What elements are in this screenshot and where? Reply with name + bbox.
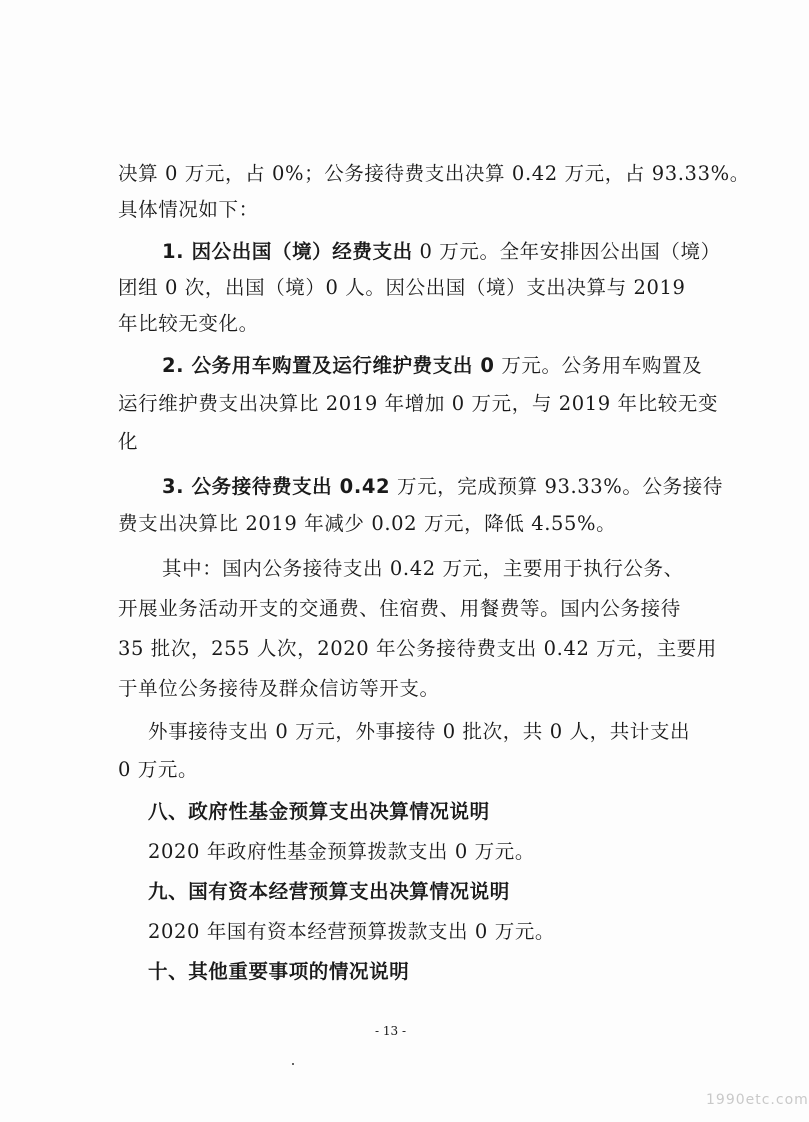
text-line: 团组 0 次，出国（境）0 人。因公出国（境）支出决算与 2019	[118, 276, 686, 299]
text-line: 2020 年国有资本经营预算拨款支出 0 万元。	[148, 920, 556, 943]
text-line: 费支出决算比 2019 年减少 0.02 万元，降低 4.55%。	[118, 512, 617, 535]
text-span: 万元，完成预算 93.33%。公务接待	[390, 475, 723, 498]
text-line: 开展业务活动开支的交通费、住宿费、用餐费等。国内公务接待	[118, 597, 681, 620]
text-line: 化	[118, 430, 139, 453]
subheading-bold: 3. 公务接待费支出 0.42	[162, 475, 391, 498]
text-line: 于单位公务接待及群众信访等开支。	[118, 677, 440, 700]
text-line: 2020 年政府性基金预算拨款支出 0 万元。	[148, 840, 535, 863]
text-line: 外事接待支出 0 万元，外事接待 0 批次，共 0 人，共计支出	[148, 720, 691, 743]
text-line: 年比较无变化。	[118, 312, 259, 335]
text-line: 35 批次，255 人次，2020 年公务接待费支出 0.42 万元，主要用	[118, 637, 717, 660]
text-line: 决算 0 万元，占 0%；公务接待费支出决算 0.42 万元，占 93.33%。	[118, 162, 750, 185]
text-span: 万元。公务用车购置及	[494, 354, 703, 377]
text-line	[162, 354, 702, 378]
speck	[292, 1063, 294, 1065]
text-line: 运行维护费支出决算比 2019 年增加 0 万元，与 2019 年比较无变	[118, 392, 719, 415]
section-heading: 八、政府性基金预算支出决算情况说明	[148, 800, 490, 823]
text-line: 具体情况如下：	[118, 198, 259, 221]
text-line	[162, 475, 723, 499]
text-line	[162, 240, 721, 264]
text-span: 0 万元。全年安排因公出国（境）	[412, 240, 721, 263]
subheading-bold: 2. 公务用车购置及运行维护费支出 0	[162, 354, 495, 377]
watermark: 1990etc.com	[706, 1092, 809, 1108]
text-line: 0 万元。	[118, 758, 199, 781]
section-heading: 十、其他重要事项的情况说明	[148, 960, 410, 983]
subheading-bold: 1. 因公出国（境）经费支出	[162, 240, 413, 263]
section-heading: 九、国有资本经营预算支出决算情况说明	[148, 880, 510, 903]
text-line: 其中：国内公务接待支出 0.42 万元，主要用于执行公务、	[162, 557, 684, 580]
page-number: - 13 -	[375, 1024, 407, 1038]
